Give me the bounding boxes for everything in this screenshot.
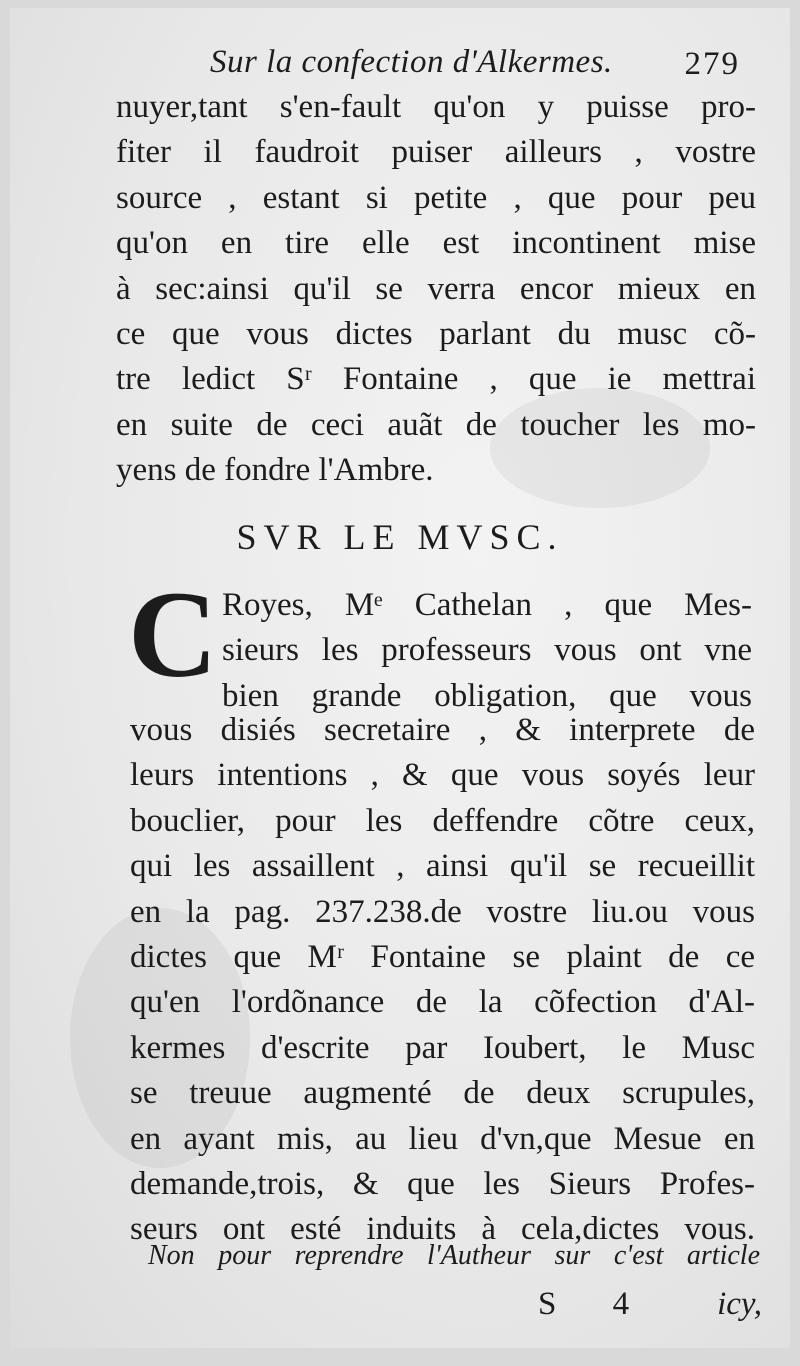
indented-opening [222, 583, 752, 719]
running-head [10, 36, 770, 86]
text-line: qui les assaillent , ainsi qu'il se recueillit [130, 848, 755, 885]
text-line: source , estant si petite , que pour peu [116, 179, 756, 216]
text-line: ce que vous dictes parlant du musc cõ- [116, 315, 756, 352]
text-line: demande,trois, & que les Sieurs Profes- [130, 1165, 755, 1202]
catchword: icy, [717, 1286, 762, 1322]
text-line: qu'en l'ordõnance de la cõfection d'Al- [130, 984, 755, 1021]
italic-quote-line: Non pour reprendre l'Autheur sur c'est article [148, 1240, 760, 1271]
text-line: dictes que Mʳ Fontaine se plaint de ce [130, 938, 755, 975]
page-footer [10, 1286, 790, 1336]
page-number: 279 [684, 46, 740, 82]
text-line: bien grande obligation, que vous [222, 677, 752, 714]
text-line: tre ledict Sʳ Fontaine , que ie mettrai [116, 361, 756, 398]
text-line: en la pag. 237.238.de vostre liu.ou vous [130, 893, 755, 930]
text-line: en ayant mis, au lieu d'vn,que Mesue en [130, 1120, 755, 1157]
text-line: se treuue augmenté de deux scrupules, [130, 1075, 755, 1112]
book-page [10, 8, 790, 1348]
text-line: bouclier, pour les deffendre cõtre ceux, [130, 802, 755, 839]
text-line: nuyer,tant s'en-fault qu'on y puisse pro- [116, 89, 756, 125]
text-line: à sec:ainsi qu'il se verra encor mieux en [116, 270, 756, 307]
signature-mark: S 4 [538, 1286, 654, 1322]
running-title: Sur la confection d'Alkermes. [210, 44, 613, 80]
text-line: vous disiés secretaire , & interprete de [130, 712, 755, 748]
text-line: en suite de ceci auãt de toucher les mo- [116, 406, 756, 443]
body-paragraph [130, 708, 755, 1253]
text-line: fiter il faudroit puiser ailleurs , vostre [116, 134, 756, 171]
drop-cap: C [128, 566, 218, 703]
text-line: seurs ont esté induits à cela,dictes vous. [130, 1211, 755, 1248]
text-line: yens de fondre l'Ambre. [116, 452, 434, 489]
section-heading: SVR LE MVSC. [236, 517, 564, 557]
text-line: kermes d'escrite par Ioubert, le Musc [130, 1029, 755, 1066]
text-line: leurs intentions , & que vous soyés leur [130, 757, 755, 794]
text-line: sieurs les professeurs vous ont vne [222, 632, 752, 669]
text-line: Royes, Mᵉ Cathelan , que Mes- [222, 587, 752, 623]
continuation-paragraph [116, 85, 756, 494]
text-line: qu'on en tire elle est incontinent mise [116, 225, 756, 262]
